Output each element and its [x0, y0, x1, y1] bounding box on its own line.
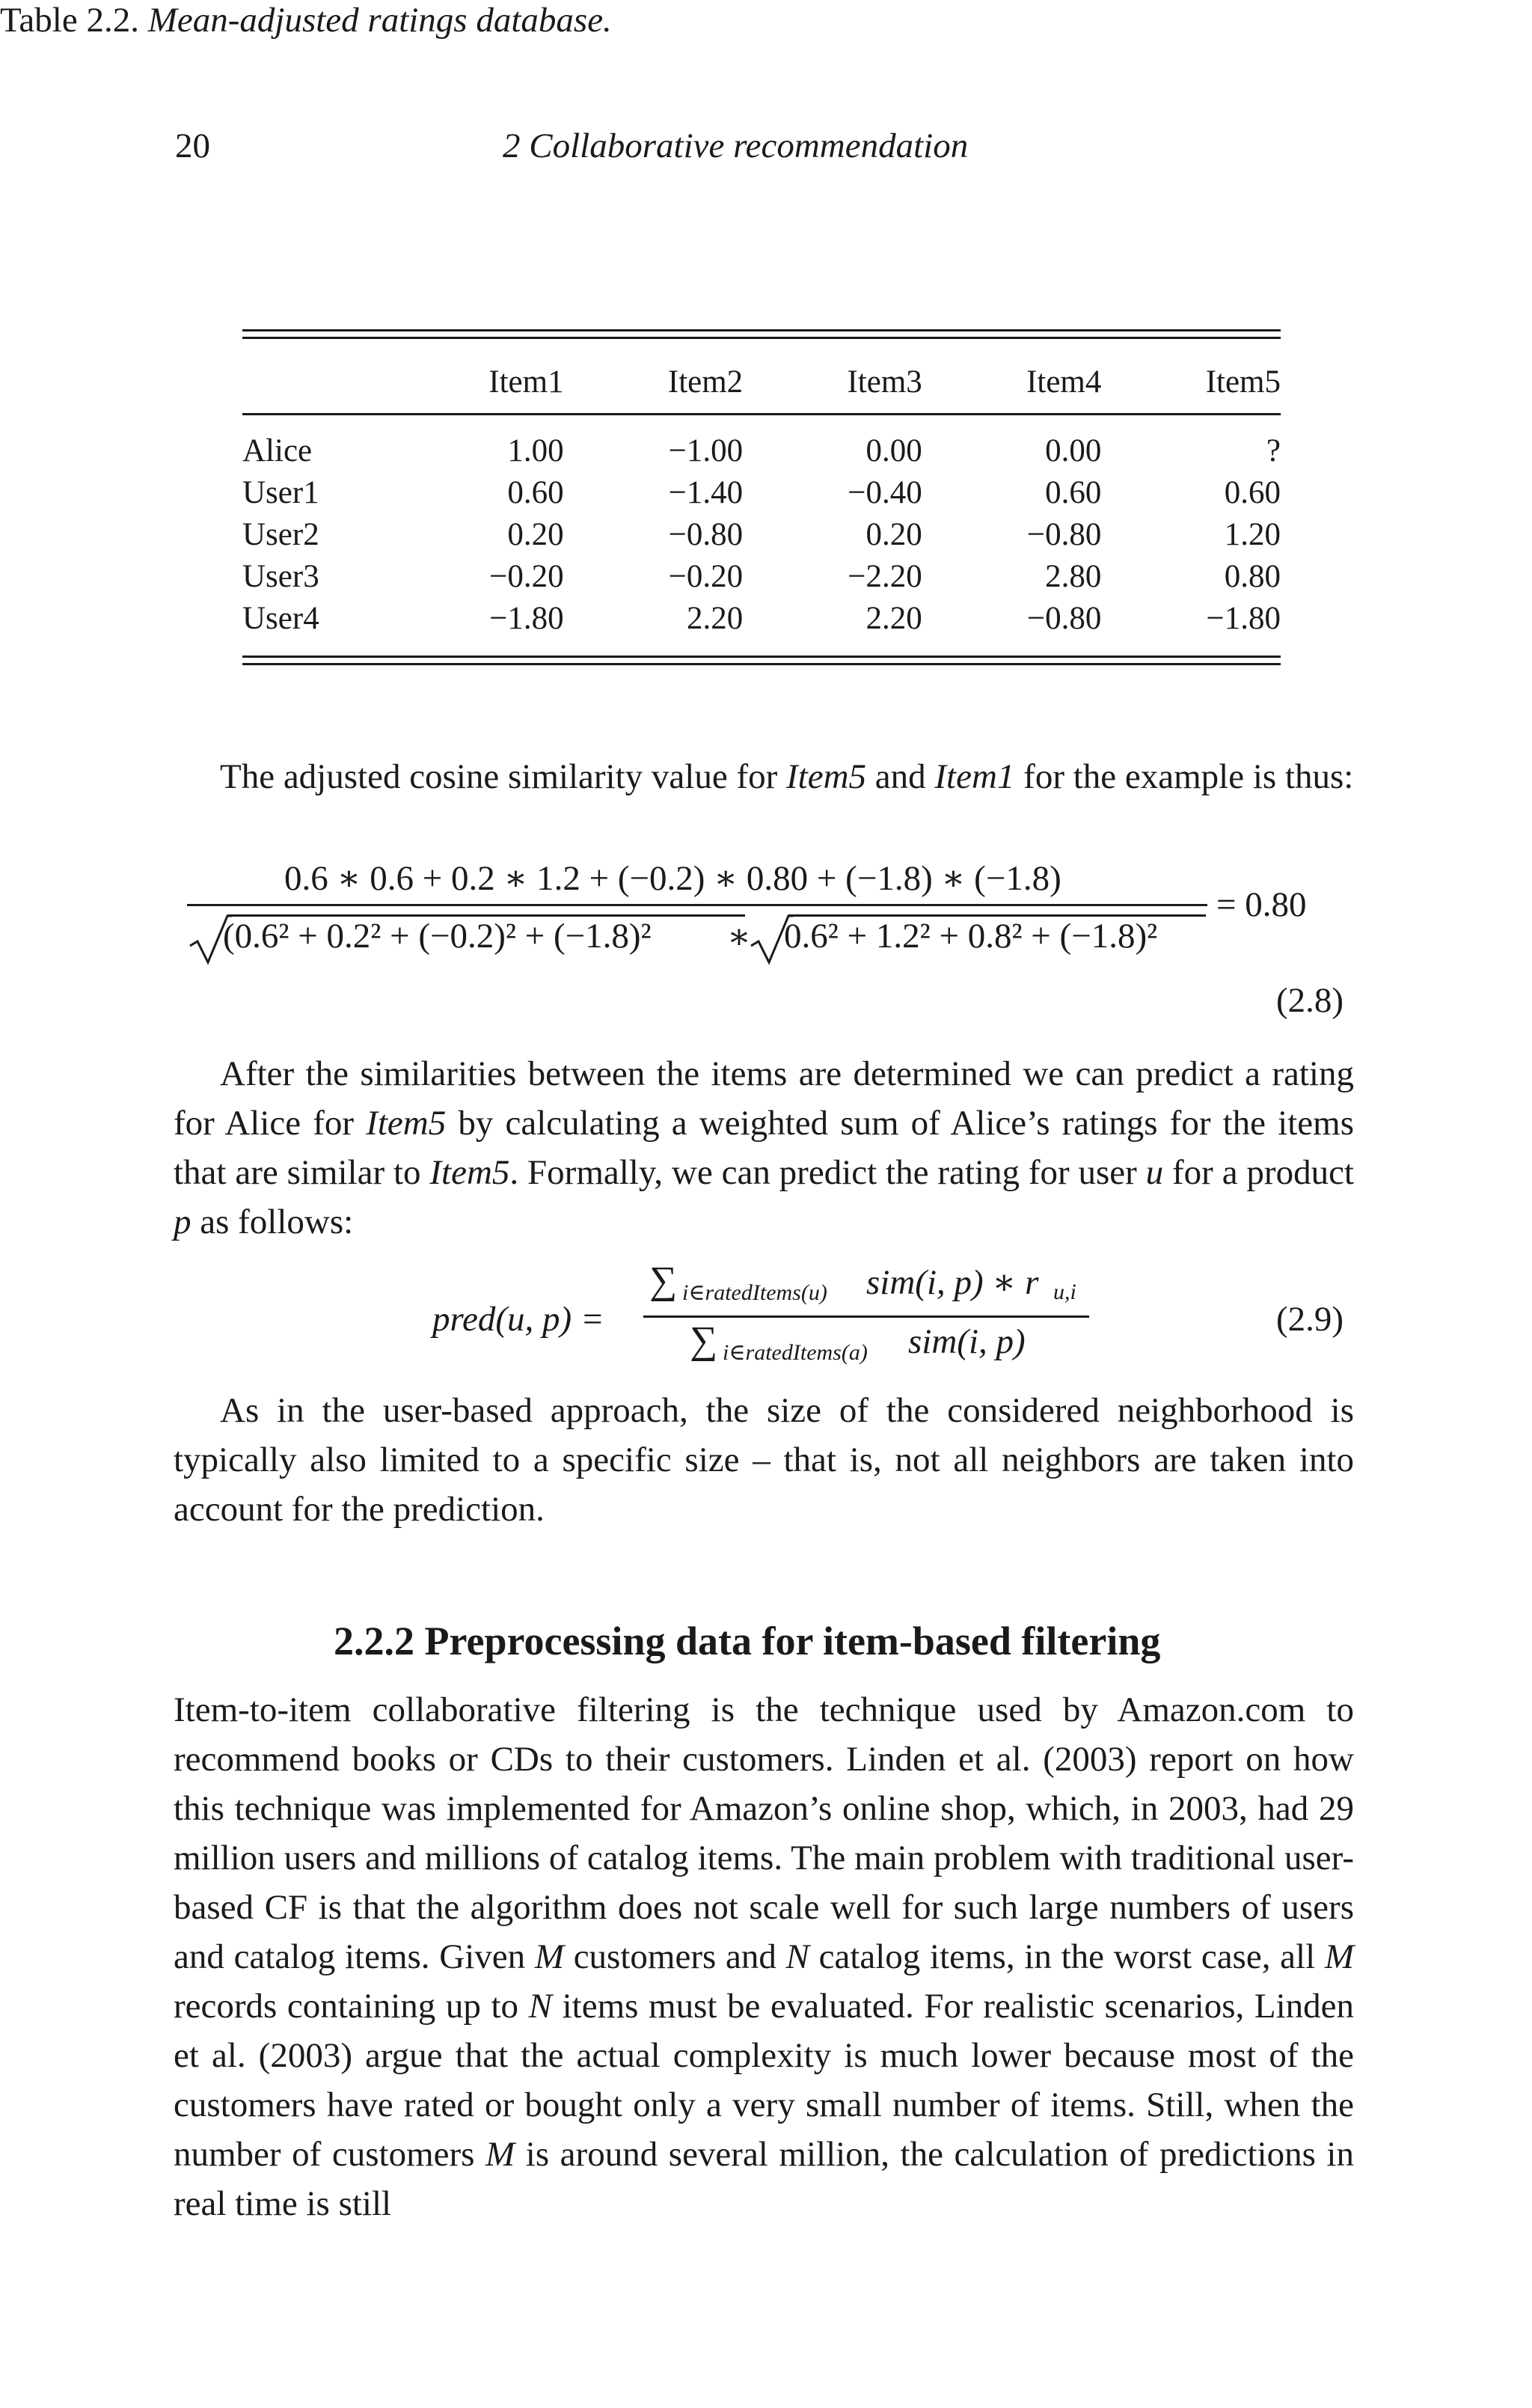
- para4-text: is around several million, the calculation of predictions in real time is still: [174, 2135, 1354, 2223]
- eq29-den-subscript: i∈ratedItems(a): [723, 1340, 868, 1365]
- table-top-rule-2: [242, 337, 1281, 339]
- table-cell: 0.60: [507, 474, 564, 510]
- page-number: 20: [175, 126, 210, 165]
- para4-text: customers and: [563, 1937, 786, 1976]
- para2-text: After the similarities between the items are determined we can predict a rating for Alice for: [174, 1054, 1354, 1143]
- var-N: N: [528, 1987, 553, 2026]
- table-cell: −0.80: [1026, 516, 1102, 552]
- para2-text: by calculating a weighted sum of Alice’s ratings for the items that are similar to: [174, 1104, 1354, 1192]
- eq28-numerator: 0.6 ∗ 0.6 + 0.2 ∗ 1.2 + (−0.2) ∗ 0.80 + (−1.8) ∗ (−1.8): [284, 859, 1061, 898]
- para2-text: for a product: [1163, 1153, 1354, 1192]
- eq29-r-subscript: u,i: [1053, 1280, 1076, 1304]
- item5-ref: Item5: [429, 1153, 510, 1192]
- table-row: [242, 471, 1281, 513]
- table-cell: −0.20: [668, 558, 744, 594]
- table-bottom-rule: [242, 656, 1281, 658]
- sum-icon: ∑: [649, 1259, 678, 1302]
- table-cell: 0.00: [865, 433, 922, 468]
- paragraph-weighted-sum: [174, 1049, 1354, 1247]
- var-M: M: [485, 2135, 515, 2174]
- table-top-rule: [242, 329, 1281, 331]
- table-header-cell: Item4: [1026, 364, 1102, 400]
- table-header-cell: Item1: [488, 364, 564, 400]
- table-cell: −1.80: [1206, 600, 1281, 636]
- table-header-cell: Item5: [1205, 364, 1281, 400]
- var-M: M: [534, 1937, 564, 1976]
- table-cell: 2.20: [865, 600, 922, 636]
- table-cell: −1.40: [668, 474, 744, 510]
- table-cell: 0.20: [865, 516, 922, 552]
- table-cell: −1.00: [668, 433, 744, 468]
- table-row: [242, 597, 1281, 639]
- item5-ref: Item5: [366, 1104, 447, 1143]
- var-u: u: [1145, 1153, 1164, 1192]
- table-caption: [0, 0, 1532, 40]
- eq28-denominator-right: 0.6² + 1.2² + 0.8² + (−1.8)²: [784, 917, 1158, 956]
- eq29-num-expr: sim(i, p) ∗ r: [866, 1263, 1039, 1302]
- table-header-cell: Item2: [667, 364, 744, 400]
- table-header-cell: [242, 352, 384, 424]
- eq28-star: ∗: [727, 917, 751, 956]
- eq29-lhs: pred(u, p) =: [432, 1300, 604, 1339]
- equation-number: (2.8): [1276, 981, 1344, 1020]
- eq28-fraction-bar: [187, 904, 1207, 906]
- table-cell: −0.20: [489, 558, 564, 594]
- table-caption-text: Mean-adjusted ratings database.: [147, 1, 612, 40]
- table-cell: −0.80: [668, 516, 744, 552]
- table-cell: −0.40: [848, 474, 922, 510]
- para4-text: records containing up to: [174, 1987, 529, 2026]
- table-cell: 1.00: [507, 433, 564, 468]
- table-cell: ?: [1266, 433, 1281, 468]
- table-bottom-rule-2: [242, 663, 1281, 665]
- item1-ref: Item1: [934, 757, 1015, 796]
- table-cell: −0.80: [1026, 600, 1102, 636]
- table-cell: 2.80: [1045, 558, 1102, 594]
- table-cell: 1.20: [1224, 516, 1281, 552]
- table-cell: User4: [242, 600, 319, 636]
- table-cell: Alice: [242, 433, 313, 468]
- para1-text: and: [866, 757, 935, 796]
- table-cell: User3: [242, 558, 319, 594]
- eq28-result: = 0.80: [1216, 885, 1307, 924]
- eq29-den-expr: sim(i, p): [908, 1322, 1026, 1361]
- table-caption-label: Table 2.2.: [0, 1, 139, 40]
- eq28-denominator-left: (0.6² + 0.2² + (−0.2)² + (−1.8)²: [223, 917, 652, 956]
- table-row: [242, 424, 1281, 471]
- eq29-fraction-bar: [643, 1315, 1089, 1318]
- paragraph-neighborhood: As in the user-based approach, the size of the considered neighborhood is typically also limited to a specific size – that is, not all neighbors are taken into account for the prediction.: [174, 1391, 1354, 1529]
- para4-text: catalog items, in the worst case, all: [809, 1937, 1325, 1976]
- paragraph-adjusted-cosine: [174, 752, 1354, 801]
- section-heading: 2.2.2 Preprocessing data for item-based filtering: [334, 1619, 1161, 1663]
- paragraph-item-to-item: [174, 1685, 1354, 2228]
- para2-text: as follows:: [191, 1203, 354, 1241]
- equation-number: (2.9): [1276, 1300, 1344, 1339]
- para1-text: for the example is thus:: [1014, 757, 1354, 796]
- item5-ref: Item5: [786, 757, 867, 796]
- sum-icon: ∑: [690, 1319, 718, 1362]
- para4-text: Item-to-item collaborative filtering is the technique used by Amazon.com to recommend books or CDs to their customers. Linden et al. (2003) report on how this technique was implemented for Amazon’s online shop, which, in 2003, had 29 million users and millions of catalog items. The main problem with traditional user-based CF is that the algorithm does not scale well for such large numbers of users and catalog items. Given: [174, 1690, 1354, 1976]
- table-row: [242, 555, 1281, 597]
- table-cell: 2.20: [686, 600, 744, 636]
- running-title: 2 Collaborative recommendation: [503, 126, 969, 165]
- table-cell: 0.80: [1224, 558, 1281, 594]
- table-cell: 0.60: [1224, 474, 1281, 510]
- table-cell: 0.20: [507, 516, 564, 552]
- table-cell: 0.00: [1045, 433, 1102, 468]
- para1-text: The adjusted cosine similarity value for: [220, 757, 787, 796]
- para4-text: items must be evaluated. For realistic scenarios, Linden et al. (2003) argue that the actual complexity is much lower because most of the customers have rated or bought only a very small number of items. Still, when the number of customers: [174, 1987, 1354, 2174]
- var-N: N: [785, 1937, 809, 1976]
- table-cell: User1: [242, 474, 319, 510]
- table-cell: −2.20: [848, 558, 922, 594]
- ratings-table: [242, 352, 1281, 639]
- table-header-row: [242, 352, 1281, 424]
- eq29-num-subscript: i∈ratedItems(u): [682, 1280, 827, 1305]
- var-M: M: [1324, 1937, 1355, 1976]
- table-cell: User2: [242, 516, 319, 552]
- table-row: [242, 513, 1281, 555]
- table-cell: −1.80: [489, 600, 564, 636]
- table-cell: 0.60: [1045, 474, 1102, 510]
- table-header-cell: Item3: [847, 364, 922, 400]
- var-p: p: [174, 1203, 192, 1241]
- para2-text: . Formally, we can predict the rating for user: [509, 1153, 1146, 1192]
